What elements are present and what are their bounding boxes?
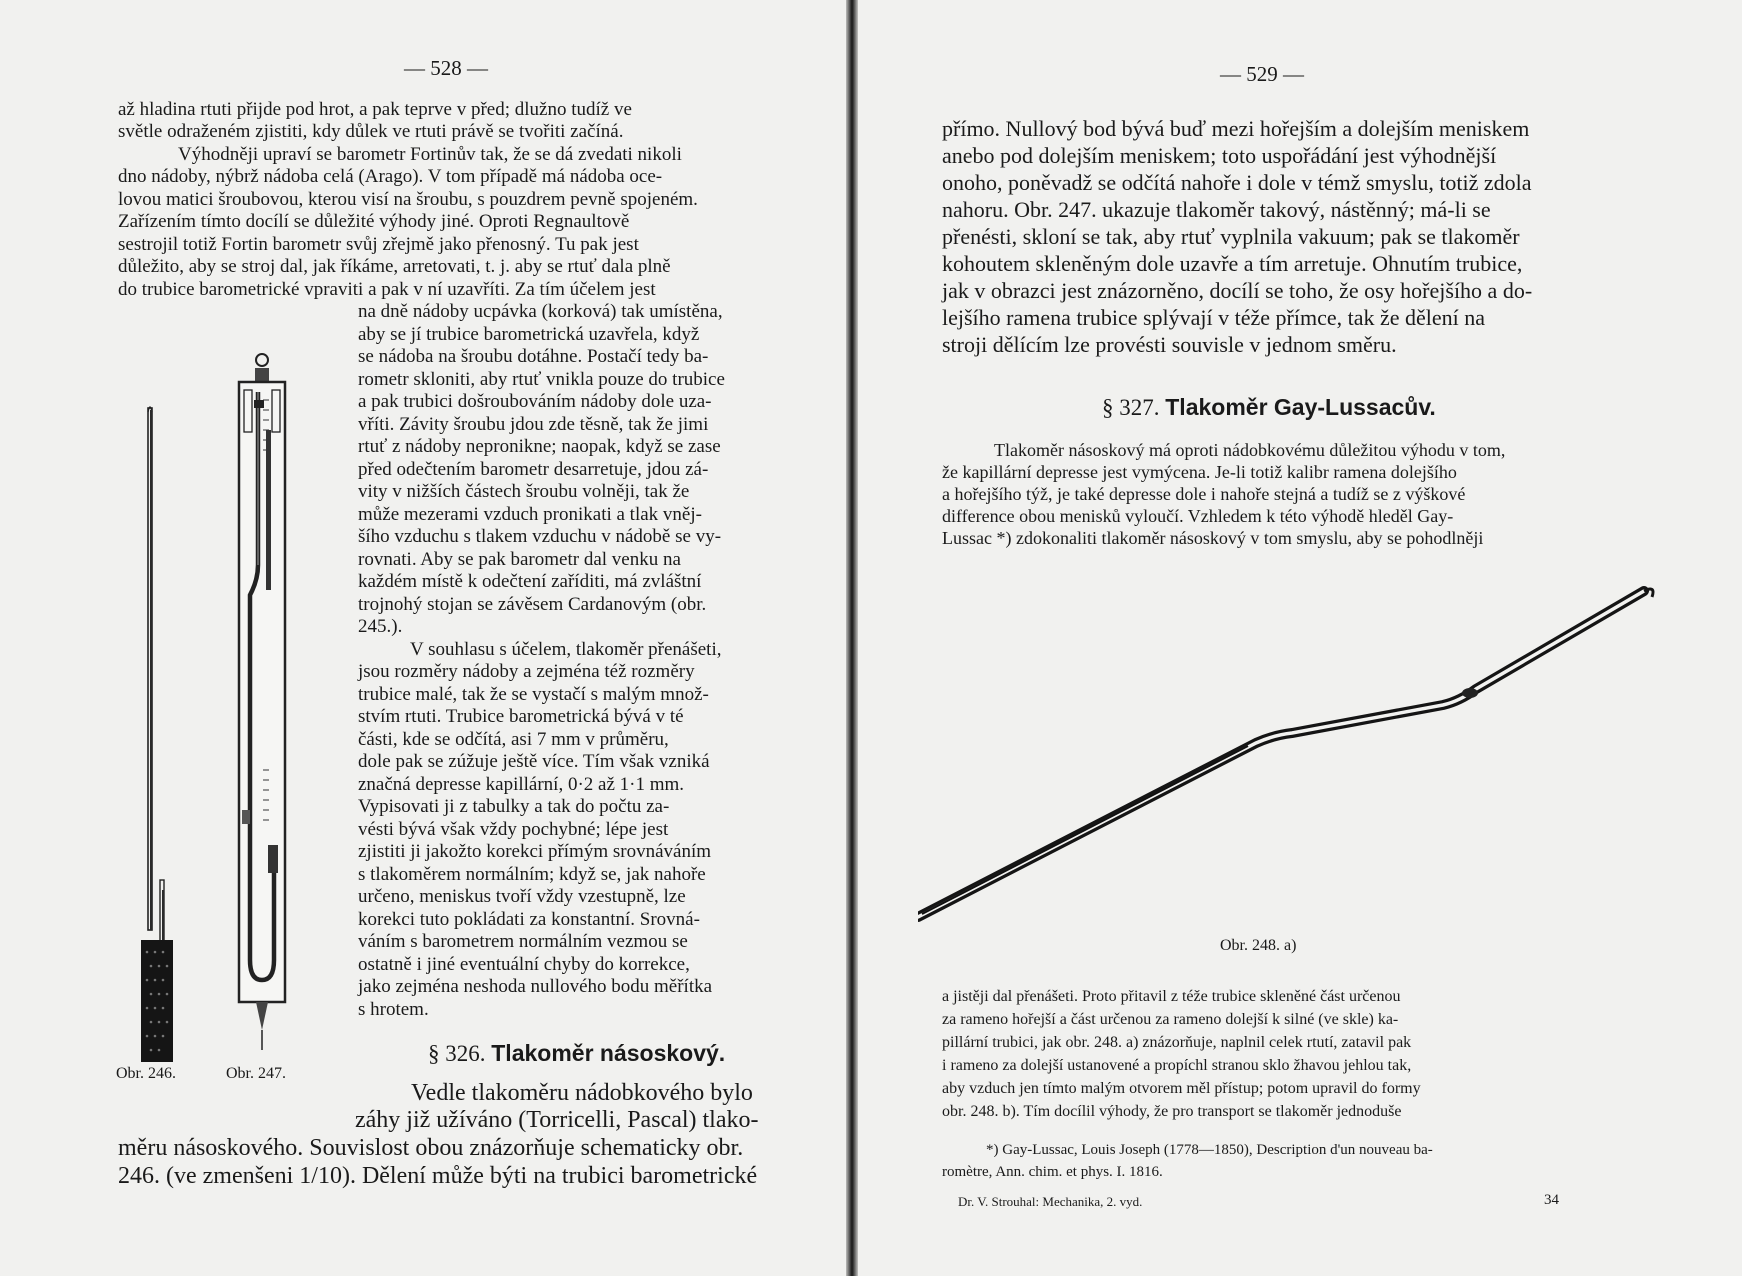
text-line: stroji dělícím lze provésti souvisle v jednom směru. [942,332,1397,357]
column-line: rtuť z nádoby nepronikne; naopak, když se zase [358,436,721,457]
sheet-number: 34 [1544,1192,1559,1208]
text-line: důležito, aby se stroj dal, jak říkáme, arretovati, t. j. aby se rtuť dala plně [118,256,671,277]
column-line: V souhlasu s účelem, tlakoměr přenášeti, [410,639,722,660]
section-number: § 327. [1102,395,1160,420]
section-heading [1102,394,1436,421]
text-line: 246. (ve zmenšeni 1/10). Dělení může býti na trubici barometrické [118,1163,758,1189]
column-line: značná depresse kapillární, 0·2 až 1·1 mm. [358,774,685,795]
text-line: Lussac *) zdokonaliti tlakoměr násoskový v tom smyslu, aby se pohodlněji [942,528,1484,548]
column-line: Vypisovati ji z tabulky a tak do počtu za- [358,796,670,817]
text-line: Výhodněji upraví se barometr Fortinův tak, že se dá zvedati nikoli [178,144,682,165]
text-line: dno nádoby, nýbrž nádoba celá (Arago). V tom případě má nádoba oce- [118,166,663,187]
column-line: rometr skloniti, aby rtuť vnikla pouze do trubice [358,369,725,390]
column-line: vésti bývá však vždy pochybné; lépe jest [358,819,669,840]
column-line: části, kde se odčítá, asi 7 mm v průměru, [358,729,669,750]
page-number: — 529 — [1220,62,1304,86]
column-line: jako zejména neshoda nullového bodu měřítka [358,976,713,997]
text-line: a jistěji dal přenášeti. Proto přitavil z téže trubice skleněné část určenou [942,988,1401,1005]
text-line: Tlakoměr násoskový má oproti nádobkovému důležitou výhodu v tom, [994,440,1506,460]
text-line: Vedle tlakoměru nádobkového bylo [411,1080,753,1106]
column-line: váním s barometrem normálním vezmou se [358,931,688,952]
left-page [0,0,846,1276]
text-line: do trubice barometrické vpraviti a pak v ní uzavříti. Za tím účelem jest [118,279,656,300]
column-line: se nádoba na šroubu dotáhne. Postačí tedy ba- [358,346,709,367]
text-line: jak v obrazci jest znázorněno, docílí se toho, že osy hořejšího a do- [942,278,1533,303]
section-title: Tlakoměr Gay-Lussacův. [1165,394,1436,420]
column-line: může mezerami vzduch pronikati a tlak vněj- [358,504,702,525]
text-line: až hladina rtuti přijde pod hrot, a pak teprve v před; dlužno tudíž ve [118,99,632,120]
text-line: nahoru. Obr. 247. ukazuje tlakoměr takový, nástěnný; má-li se [942,197,1491,222]
text-line: za rameno hořejší a část určenou za rameno dolejší k silné (ve skle) ka- [942,1011,1399,1028]
column-line: aby se jí trubice barometrická uzavřela, když [358,324,700,345]
text-line: záhy již užíváno (Torricelli, Pascal) tlako- [355,1107,759,1133]
text-line: obr. 248. b). Tím docílil výhody, že pro transport se tlakoměr jednoduše [942,1103,1402,1120]
book-gutter [846,0,858,1276]
section-title: Tlakoměr násoskový. [491,1040,726,1066]
page-number: — 528 — [404,56,488,80]
text-line: lovou matici šroubovou, kterou visí na šroubu, s pouzdrem pevně spojeném. [118,189,698,210]
text-line: pillární trubici, jak obr. 248. a) znázorňuje, naplnil celek rtutí, zatavil pak [942,1034,1412,1051]
text-line: světle odraženém zjistiti, kdy důlek ve rtuti právě se tvořiti začíná. [118,121,624,142]
text-line: kohoutem skleněným dole uzavře a tím arretuje. Ohnutím trubice, [942,251,1523,276]
text-line: a hořejšího týž, je také depresse dole i nahoře stejná a tudíž se z výškové [942,484,1466,504]
column-line: trojnohý stojan se závěsem Cardanovým (obr. [358,594,707,615]
text-line: onoho, poněvadž se odčítá nahoře i dole v témž smyslu, totiž zdola [942,170,1532,195]
column-line: ostatně i jiné eventuální chyby do korrekce, [358,954,690,975]
text-line: difference obou menisků vyloučí. Vzhledem k této výhodě hleděl Gay- [942,506,1454,526]
column-line: vříti. Závity šroubu jdou zde těsně, tak že jimi [358,414,709,435]
figure-248a-gay-lussac-barometer [918,585,1678,945]
column-line: určeno, meniskus tvoří vždy vzestupně, lze [358,886,686,907]
column-line: vity v nižších částech šroubu volněji, tak že [358,481,690,502]
column-line: rovnati. Aby se pak barometr dal venku na [358,549,681,570]
section-number: § 326. [428,1041,486,1066]
column-line: stvím rtuti. Trubice barometrická bývá v té [358,706,684,727]
text-line: aby vzduch jen tímto malým otvorem měl přístup; potom upravil do formy [942,1080,1421,1097]
figure-caption: Obr. 248. a) [1220,937,1297,954]
right-page [858,0,1742,1276]
figure-246-siphon-barometer [135,400,183,1090]
column-line: šího vzduchu s tlakem vzduchu v nádobě se vy- [358,526,722,547]
column-line: korekci tuto pokládati za konstantní. Srovná- [358,909,700,930]
column-line: s tlakoměrem normálním; když se, jak nahoře [358,864,706,885]
column-line: na dně nádoby ucpávka (korková) tak umístěna, [358,301,723,322]
column-line: 245.). [358,616,403,637]
text-line: lejšího ramena trubice splývají v téže přímce, tak že dělení na [942,305,1486,330]
text-line: anebo pod dolejším meniskem; toto uspořádání jest výhodnější [942,143,1497,168]
text-line: měru násoskového. Souvislost obou znázorňuje schematicky obr. [118,1135,744,1161]
column-line: a pak trubici došroubováním nádoby dole uza- [358,391,712,412]
text-line: přenésti, skloní se tak, aby rtuť vyplnila vakuum; pak se tlakoměr [942,224,1520,249]
text-line: i rameno za dolejší ustanovené a propíchl stranou sklo žhavou jehlou tak, [942,1057,1412,1074]
column-line: dole pak se zúžuje ještě více. Tím však vzniká [358,751,710,772]
text-line: že kapillární depresse jest vymýcena. Je-li totiž kalibr ramena dolejšího [942,462,1457,482]
figure-caption: Obr. 247. [226,1065,286,1082]
footnote: *) Gay-Lussac, Louis Joseph (1778—1850), Description d'un nouveau ba- [986,1142,1433,1158]
column-line: trubice malé, tak že se vystačí s malým množ- [358,684,709,705]
text-line: sestrojil totiž Fortin barometr svůj zřejmě jako přenosný. Tu pak jest [118,234,639,255]
column-line: s hrotem. [358,999,429,1020]
figure-caption: Obr. 246. [116,1065,176,1082]
figure-247-wall-barometer [230,340,290,1060]
column-line: jsou rozměry nádoby a zejména též rozměry [358,661,695,682]
footnote: romètre, Ann. chim. et phys. I. 1816. [942,1164,1163,1180]
column-line: zjistiti ji jakožto korekci přímým srovnáváním [358,841,712,862]
sheet-signature: Dr. V. Strouhal: Mechanika, 2. vyd. [958,1194,1143,1209]
text-line: Zařízením tímto docílí se důležité výhody jiné. Oproti Regnaultově [118,211,630,232]
section-heading [428,1040,725,1067]
text-line: přímo. Nullový bod bývá buď mezi hořejším a dolejším meniskem [942,116,1530,141]
column-line: před odečtením barometr desarretuje, jdou zá- [358,459,709,480]
column-line: každém místě k odečtení zaříditi, má zvláštní [358,571,702,592]
